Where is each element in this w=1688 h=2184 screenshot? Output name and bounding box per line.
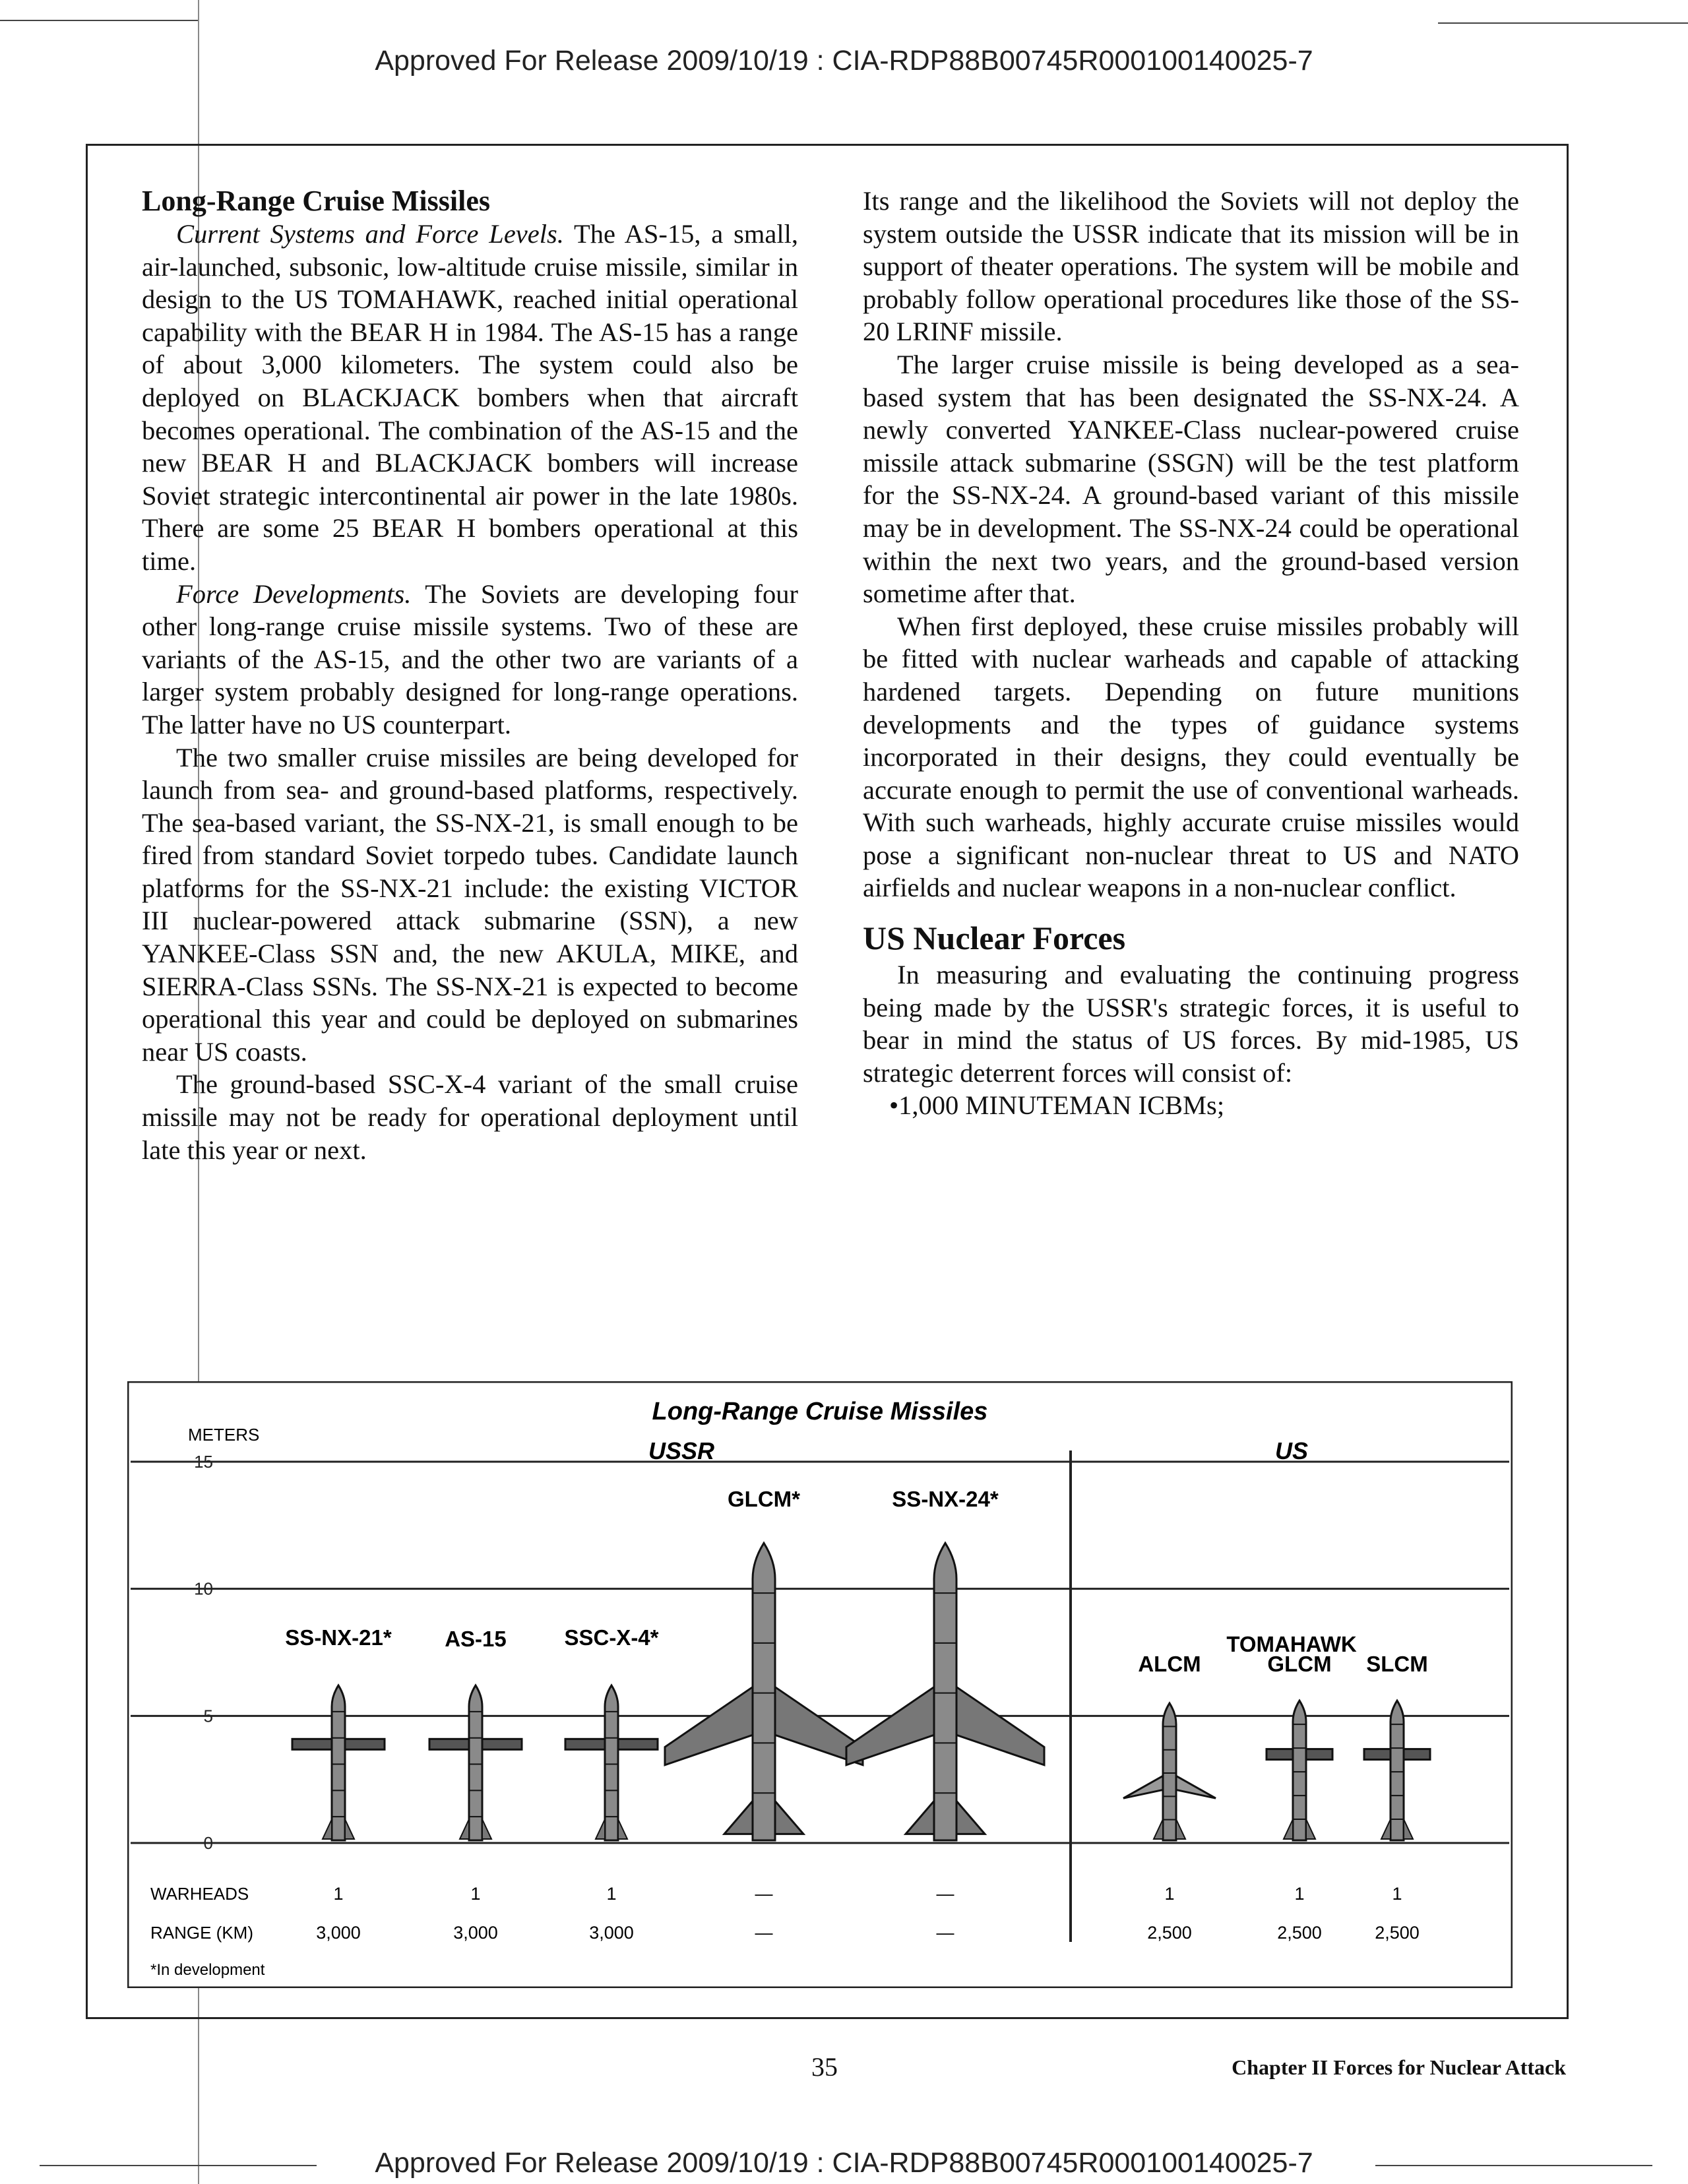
paragraph <box>142 578 798 741</box>
release-stamp-bottom: Approved For Release 2009/10/19 : CIA-RDP88B00745R000100140025-7 <box>375 2147 1313 2179</box>
paragraph: The larger cruise missile is being developed as a sea-based system that has been designated the SS-NX-24. A newly converted YANKEE-Class nuclear-powered cruise missile attack submarine (SSGN) will be the test platform for the SS-NX-24. A ground-based variant of this missile may be in development. The SS-NX-24 could be operational within the next two years, and the ground-based version sometime after that. <box>863 349 1519 609</box>
warheads-value: — <box>936 1884 954 1904</box>
right-column <box>863 185 1519 1122</box>
missile-name-label: ALCM <box>1138 1652 1201 1676</box>
paragraph: Its range and the likelihood the Soviets will not deploy the system outside the USSR indicate that its mission will be in support of theater operations. The system will be mobile and probably follow operational procedures like those of the SS-20 LRINF missile. <box>863 186 1519 347</box>
release-stamp-top: Approved For Release 2009/10/19 : CIA-RDP88B00745R000100140025-7 <box>375 45 1313 77</box>
missile-name-label: SSC-X-4* <box>564 1625 659 1650</box>
range-value: — <box>755 1923 773 1943</box>
y-tick-label: 0 <box>203 1833 213 1853</box>
footnote: *In development <box>150 1961 265 1979</box>
missile-body <box>934 1543 956 1840</box>
missile-name-label: GLCM <box>1267 1652 1332 1676</box>
range-value: 2,500 <box>1277 1923 1322 1943</box>
paragraph: The two smaller cruise missiles are being developed for launch from sea- and ground-based platforms, respectively. The sea-based variant, the SS-NX-21, is small enough to be fired from standard Soviet torpedo tubes. Candidate launch platforms for the SS-NX-21 include: the existing VICTOR III nuclear-powered attack submarine (SSN), a new YANKEE-Class SSN and, the new AKULA, MIKE, and SIERRA-Class SSNs. The SS-NX-21 is expected to become operational this year and could be deployed on submarines near US coasts. <box>142 742 798 1067</box>
paragraph: The ground-based SSC-X-4 variant of the small cruise missile may not be ready for operational deployment until late this year or next. <box>142 1069 798 1165</box>
range-value: 3,000 <box>316 1923 361 1943</box>
group-label-us: US <box>1274 1437 1309 1464</box>
warheads-value: 1 <box>1294 1884 1305 1904</box>
chart-svg <box>127 1381 1513 1988</box>
warheads-value: 1 <box>1392 1884 1402 1904</box>
scan-line-top-right <box>1438 22 1688 24</box>
run-in-heading: Force Developments. <box>176 578 412 609</box>
run-in-heading: Current Systems and Force Levels. <box>176 219 564 249</box>
section-heading-cruise-missiles: Long-Range Cruise Missiles <box>142 185 490 217</box>
row-label-warheads: WARHEADS <box>150 1884 249 1904</box>
range-value: 3,000 <box>453 1923 498 1943</box>
range-value: — <box>936 1923 954 1943</box>
warheads-value: — <box>755 1884 773 1904</box>
warheads-value: 1 <box>470 1884 481 1904</box>
range-value: 2,500 <box>1147 1923 1192 1943</box>
bullet-item: •1,000 MINUTEMAN ICBMs; <box>889 1090 1225 1121</box>
missile-name-label: GLCM* <box>728 1487 800 1511</box>
range-value: 3,000 <box>589 1923 634 1943</box>
cruise-missile-chart <box>127 1381 1513 1988</box>
page-number: 35 <box>811 2052 838 2082</box>
range-value: 2,500 <box>1375 1923 1420 1943</box>
paragraph-text: The AS-15, a small, air-launched, subsonic, low-altitude cruise missile, similar in design to the US TOMAHAWK, reached initial operational capability with the BEAR H in 1984. The AS-15 has a range of about 3,000 kilometers. The system could also be deployed on BLACKJACK bombers when that aircraft becomes operational. The combination of the AS-15 and the new BEAR H and BLACKJACK bombers will increase Soviet strategic intercontinental air power in the late 1980s. There are some 25 BEAR H bombers operational at this time. <box>142 219 798 576</box>
paragraph: In measuring and evaluating the continuing progress being made by the USSR's strategic forces, it is useful to bear in mind the status of US forces. By mid-1985, US strategic deterrent forces will consist of: <box>863 960 1519 1088</box>
missile-name-label: AS-15 <box>445 1627 507 1651</box>
warheads-value: 1 <box>333 1884 344 1904</box>
warheads-value: 1 <box>606 1884 617 1904</box>
paragraph <box>142 218 798 578</box>
paragraph-text: The Soviets are developing four other long-range cruise missile systems. Two of these are variants of the AS-15, and the other two are variants of a larger system probably designed for long-range operations. The latter have no US counterpart. <box>142 578 798 739</box>
group-label-ussr: USSR <box>648 1437 715 1464</box>
y-axis-label: METERS <box>188 1425 260 1445</box>
chapter-footer: Chapter II Forces for Nuclear Attack <box>1232 2055 1566 2079</box>
y-tick-label: 10 <box>194 1578 213 1599</box>
missile-body <box>753 1543 775 1840</box>
chart-title: Long-Range Cruise Missiles <box>652 1398 988 1425</box>
tomahawk-label: TOMAHAWK <box>1226 1632 1357 1656</box>
paragraph: When first deployed, these cruise missiles probably will be fitted with nuclear warheads and capable of attacking hardened targets. Depending on future munitions developments and the types of guidance systems incorporated in their designs, they could eventually be accurate enough to permit the use of conventional warheads. With such warheads, highly accurate cruise missiles would pose a significant non-nuclear threat to US and NATO airfields and nuclear weapons in a non-nuclear conflict. <box>863 611 1519 903</box>
missile-name-label: SS-NX-24* <box>892 1487 999 1511</box>
warheads-value: 1 <box>1164 1884 1175 1904</box>
y-tick-label: 5 <box>203 1706 213 1726</box>
missile-name-label: SLCM <box>1366 1652 1428 1676</box>
missile-name-label: SS-NX-21* <box>285 1625 392 1650</box>
section-heading-us-forces: US Nuclear Forces <box>863 920 1126 957</box>
scan-line-top-left <box>0 20 198 21</box>
y-tick-label: 15 <box>194 1452 213 1472</box>
left-column <box>142 185 798 1166</box>
row-label-range: RANGE (KM) <box>150 1923 253 1943</box>
